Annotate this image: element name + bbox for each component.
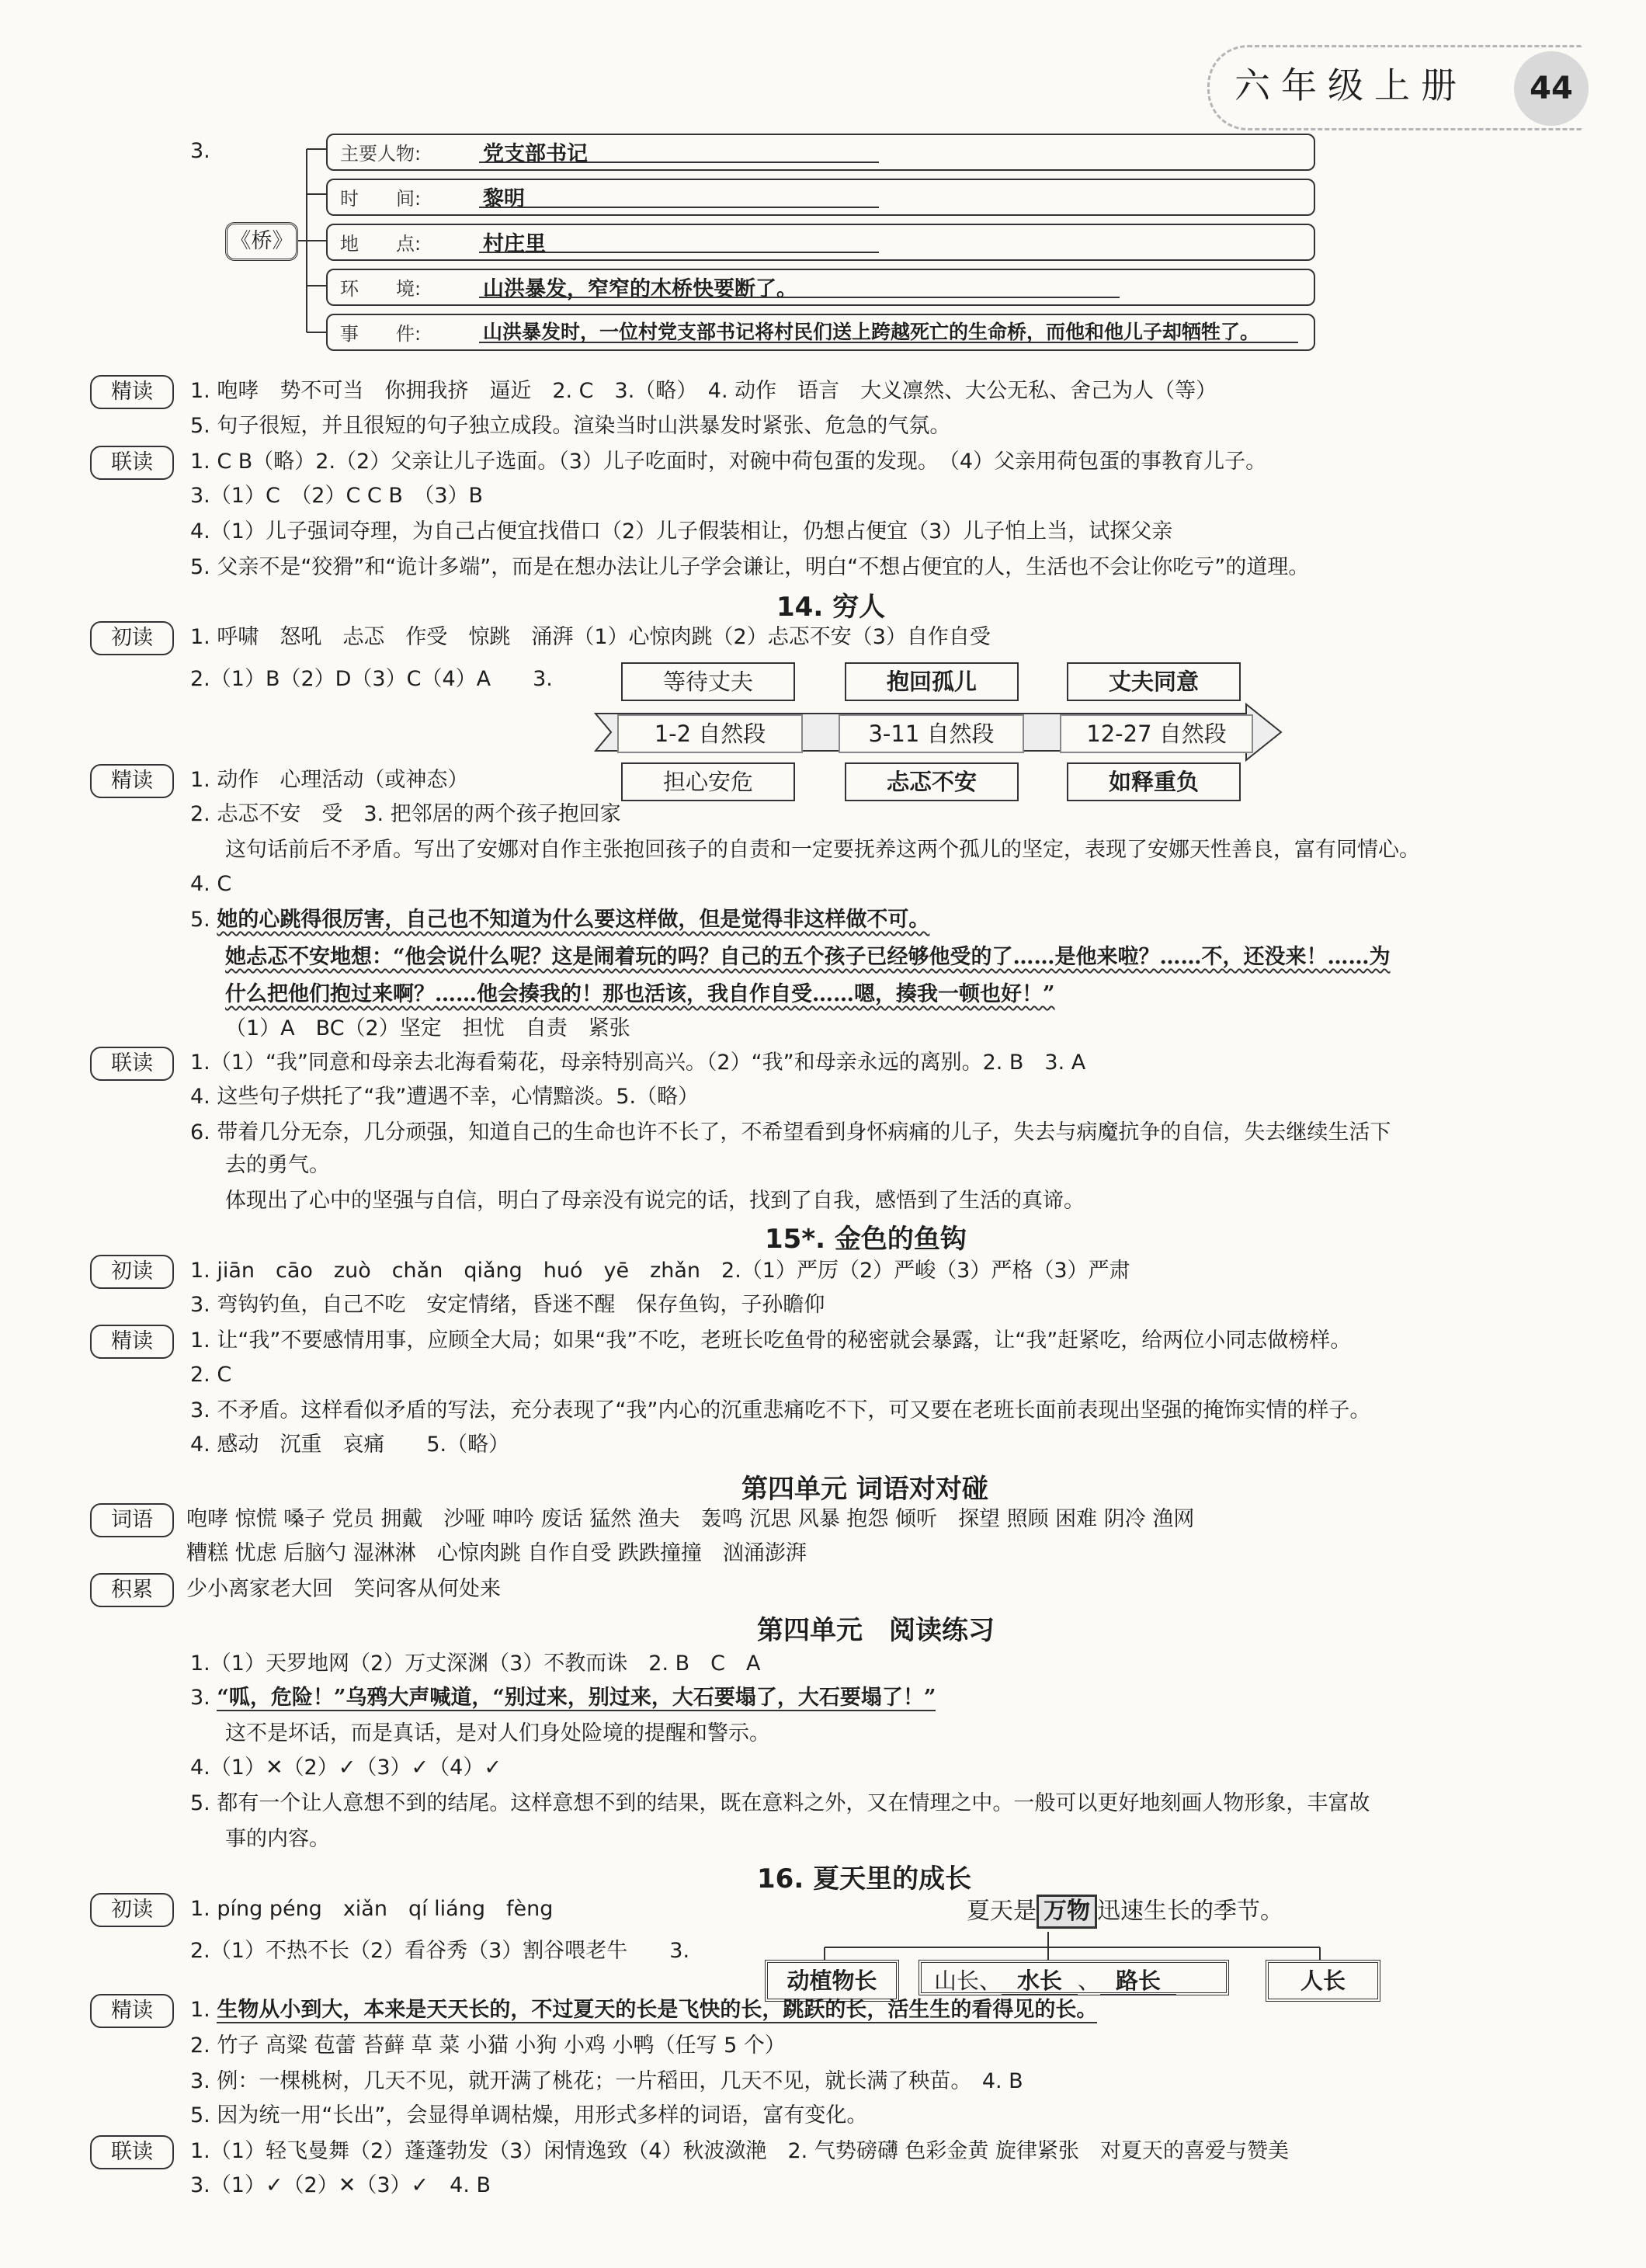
line: 5. 因为统一用“长出”，会显得单调枯燥，用形式多样的词语，富有变化。 bbox=[190, 2103, 868, 2127]
row-label: 事 件: bbox=[340, 323, 422, 345]
answer-line bbox=[479, 297, 1120, 298]
summer-post: 迅速生长的季节。 bbox=[1097, 1898, 1283, 1925]
flow-top-1: 等待丈夫 bbox=[621, 662, 795, 701]
line: 1.（1）天罗地网（2）万丈深渊（3）不教而诛 2. B C A bbox=[190, 1652, 761, 1676]
row-label: 环 境: bbox=[340, 278, 422, 300]
info-row-place bbox=[326, 224, 1315, 261]
row-value: 黎明 bbox=[483, 187, 525, 211]
info-row-person bbox=[326, 134, 1315, 171]
prefix: 3. bbox=[190, 1686, 217, 1710]
branch-pre: 山长、 bbox=[934, 1968, 1002, 1994]
line bbox=[190, 1683, 936, 1713]
row-value: 党支部书记 bbox=[483, 142, 588, 166]
line: 1. 咆哮 势不可当 你拥我挤 逼近 2. C 3.（略） 4. 动作 语言 大义凛然、大公无私、舍己为人（等） bbox=[190, 379, 1217, 403]
tag-jingdu: 精读 bbox=[90, 375, 174, 409]
info-row-environment bbox=[326, 269, 1315, 306]
row-label: 时 间: bbox=[340, 188, 422, 210]
line: 1. jiān cāo zuò chǎn qiǎng huó yē zhǎn 2.（1）严厉（2）严峻（3）严格（3）严肃 bbox=[190, 1259, 1130, 1283]
row-value: 山洪暴发，窄窄的木桥快要断了。 bbox=[483, 277, 797, 301]
row-label: 地 点: bbox=[340, 233, 422, 255]
row-value: 山洪暴发时，一位村党支部书记将村民们送上跨越死亡的生命桥，而他和他儿子却牺牲了。 bbox=[483, 321, 1260, 343]
tag-jingdu: 精读 bbox=[90, 1994, 174, 2028]
section-title: 15*. 金色的鱼钩 bbox=[765, 1224, 967, 1255]
summer-box: 万物 bbox=[1037, 1895, 1097, 1929]
line: 咆哮 惊慌 嗓子 党员 拥戴 沙哑 呻吟 废话 猛然 渔夫 轰鸣 沉思 风暴 抱怨 倾听 探望 照顾 困难 阴冷 渔网 bbox=[186, 1507, 1195, 1531]
line: 1. C B（略）2.（2）父亲让儿子选面。（3）儿子吃面时，对碗中荷包蛋的发现。 （4）父亲用荷包蛋的事教育儿子。 bbox=[190, 450, 1267, 474]
tag-liandu: 联读 bbox=[90, 446, 174, 480]
line: 体现出了心中的坚强与自信，明白了母亲没有说完的话，找到了自我，感悟到了生活的真谛。 bbox=[225, 1189, 1085, 1213]
section-title: 16. 夏天里的成长 bbox=[757, 1863, 972, 1895]
flow-bot-3: 如释重负 bbox=[1067, 762, 1241, 801]
answer-line bbox=[479, 252, 879, 253]
line: 2. 竹子 高粱 苞蕾 苔藓 草 菜 小猫 小狗 小鸡 小鸭（任写 5 个） bbox=[190, 2034, 786, 2058]
answer-line bbox=[479, 162, 879, 163]
tag-chudu: 初读 bbox=[90, 621, 174, 655]
handwritten-answer: 什么把他们抱过来啊？……他会揍我的！那也活该，我自作自受……嗯，揍我一顿也好！” bbox=[225, 982, 1055, 1006]
line: 1. 让“我”不要感情用事，应顾全大局；如果“我”不吃，老班长吃鱼骨的秘密就会暴露，让“我”赶紧吃，给两位小同志做榜样。 bbox=[190, 1328, 1352, 1353]
line: 4. C bbox=[190, 872, 232, 896]
line: 去的勇气。 bbox=[225, 1153, 330, 1177]
line: 5. 父亲不是“狡猾”和“诡计多端”，而是在想办法让儿子学会谦让，明白“不想占便宜的人，生活也不会让你吃亏”的道理。 bbox=[190, 555, 1310, 579]
line: 3. 例：一棵桃树，几天不见，就开满了桃花；一片稻田，几天不见，就长满了秧苗。 4. B bbox=[190, 2069, 1023, 2093]
line: 3.（1）✓（2）✕（3）✓ 4. B bbox=[190, 2173, 491, 2197]
line: 2.（1）不热不长（2）看谷秀（3）割谷喂老牛 3. bbox=[190, 1939, 690, 1963]
line: 3.（1）C （2）C C B （3）B bbox=[190, 484, 484, 508]
branch-answer-water: 水长 bbox=[1002, 1968, 1078, 1995]
answer-line bbox=[479, 207, 879, 208]
tag-liandu: 联读 bbox=[90, 1047, 174, 1081]
grade-title: 六年级上册 bbox=[1234, 64, 1467, 106]
line bbox=[190, 905, 929, 935]
line: 糟糕 忧虑 后脑勺 湿淋淋 心惊肉跳 自作自受 跌跌撞撞 汹涌澎湃 bbox=[186, 1541, 807, 1565]
info-row-time bbox=[326, 179, 1315, 216]
tag-jingdu: 精读 bbox=[90, 764, 174, 798]
flow-mid-2: 3-11 自然段 bbox=[839, 714, 1024, 753]
flow-mid-3: 12-27 自然段 bbox=[1060, 714, 1253, 753]
section-title: 第四单元 阅读练习 bbox=[757, 1615, 995, 1646]
tag-jingdu: 精读 bbox=[90, 1325, 174, 1359]
line: 2.（1）B（2）D（3）C（4）A 3. bbox=[190, 667, 553, 691]
tag-jilei: 积累 bbox=[90, 1573, 174, 1607]
page-number: 44 bbox=[1514, 51, 1589, 126]
info-row-event bbox=[326, 314, 1315, 351]
branch-plants: 动植物长 bbox=[765, 1960, 899, 2002]
section-title: 14. 穷人 bbox=[776, 592, 886, 623]
line: 5. 都有一个让人意想不到的结尾。这样意想不到的结果，既在意料之外，又在情理之中。一般可以更好地刻画人物形象，丰富故 bbox=[190, 1791, 1370, 1815]
flow-top-3: 丈夫同意 bbox=[1067, 662, 1241, 701]
line: 4.（1）✕（2）✓（3）✓（4）✓ bbox=[190, 1756, 502, 1780]
line: 4.（1）儿子强词夺理，为自己占便宜找借口（2）儿子假装相让，仍想占便宜（3）儿子怕上当，试探父亲 bbox=[190, 519, 1173, 544]
branch-mountain bbox=[918, 1960, 1229, 1995]
line: 2. 忐忑不安 受 3. 把邻居的两个孩子抱回家 bbox=[190, 802, 621, 826]
line: 1. 呼啸 怒吼 忐忑 作受 惊跳 涌湃（1）心惊肉跳（2）忐忑不安（3）自作自受 bbox=[190, 625, 991, 649]
branch-people: 人长 bbox=[1266, 1960, 1380, 2002]
line: 1. 动作 心理活动（或神态） bbox=[190, 768, 469, 792]
flow-bot-2: 忐忑不安 bbox=[845, 762, 1019, 801]
line: （1）A BC（2）坚定 担忧 自责 紧张 bbox=[225, 1016, 630, 1040]
tag-ciyu: 词语 bbox=[90, 1503, 174, 1537]
line: 1.（1）“我”同意和母亲去北海看菊花，母亲特别高兴。（2）“我”和母亲永远的离别。2. B 3. A bbox=[190, 1051, 1086, 1075]
flow-mid-1: 1-2 自然段 bbox=[617, 714, 803, 753]
handwritten-answer: 她忐忑不安地想：“他会说什么呢？这是闹着玩的吗？自己的五个孩子已经够他受的了……是他来啦？……不，还没来！……为 bbox=[225, 945, 1391, 969]
flow-top-2: 抱回孤儿 bbox=[845, 662, 1019, 701]
branch-answer-road: 路长 bbox=[1100, 1968, 1176, 1995]
line: 1.（1）轻飞曼舞（2）蓬蓬勃发（3）闲情逸致（4）秋波潋滟 2. 气势磅礴 色彩金黄 旋律紧张 对夏天的喜爱与赞美 bbox=[190, 2139, 1289, 2163]
answer-line bbox=[479, 342, 1298, 343]
tag-chudu: 初读 bbox=[90, 1255, 174, 1289]
branch-sep: 、 bbox=[1078, 1968, 1101, 1994]
handwritten-answer: 她的心跳得很厉害，自己也不知道为什么要这样做，但是觉得非这样做不可。 bbox=[217, 908, 930, 932]
center-node-qiao: 《桥》 bbox=[225, 222, 298, 261]
line: 3. 不矛盾。这样看似矛盾的写法，充分表现了“我”内心的沉重悲痛吃不下，可又要在老班长面前表现出坚强的掩饰实情的样子。 bbox=[190, 1398, 1371, 1422]
flow-bot-1: 担心安危 bbox=[621, 762, 795, 801]
handwritten-answer: “呱，危险！”乌鸦大声喊道，“别过来，别过来，大石要塌了，大石要塌了！” bbox=[217, 1686, 936, 1710]
summer-sentence bbox=[967, 1895, 1283, 1929]
line: 2. C bbox=[190, 1363, 232, 1387]
line: 1. píng péng xiǎn qí liáng fèng bbox=[190, 1897, 554, 1921]
tag-liandu: 联读 bbox=[90, 2135, 174, 2169]
line: 这句话前后不矛盾。写出了安娜对自作主张抱回孩子的自责和一定要抚养这两个孤儿的坚定，表现了安娜天性善良，富有同情心。 bbox=[225, 838, 1420, 862]
handwritten-answer: 生物从小到大，本来是天天长的，不过夏天的长是飞快的长，跳跃的长，活生生的看得见的长。 bbox=[217, 1998, 1098, 2022]
line: 3. 弯钩钓鱼，自己不吃 安定情绪，昏迷不醒 保存鱼钩，子孙瞻仰 bbox=[190, 1293, 825, 1317]
line bbox=[190, 1995, 1097, 2025]
line: 少小离家老大回 笑问客从何处来 bbox=[186, 1577, 501, 1601]
prefix: 5. bbox=[190, 908, 217, 932]
line: 5. 句子很短，并且很短的句子独立成段。渲染当时山洪暴发时紧张、危急的气氛。 bbox=[190, 414, 951, 438]
prefix: 1. bbox=[190, 1998, 217, 2022]
line: 事的内容。 bbox=[225, 1827, 330, 1851]
row-value: 村庄里 bbox=[483, 232, 546, 256]
line: 6. 带着几分无奈，几分顽强，知道自己的生命也许不长了，不希望看到身怀病痛的儿子，失去与病魔抗争的自信，失去继续生活下 bbox=[190, 1120, 1391, 1144]
tag-chudu: 初读 bbox=[90, 1893, 174, 1927]
line: 这不是坏话，而是真话，是对人们身处险境的提醒和警示。 bbox=[225, 1721, 770, 1745]
line: 4. 感动 沉重 哀痛 5.（略） bbox=[190, 1433, 510, 1457]
summer-pre: 夏天是 bbox=[967, 1898, 1037, 1925]
line: 4. 这些句子烘托了“我”遭遇不幸，心情黯淡。5.（略） bbox=[190, 1085, 700, 1109]
section-title: 第四单元 词语对对碰 bbox=[741, 1474, 988, 1505]
q3-number: 3. bbox=[190, 139, 210, 163]
row-label: 主要人物: bbox=[340, 143, 422, 165]
